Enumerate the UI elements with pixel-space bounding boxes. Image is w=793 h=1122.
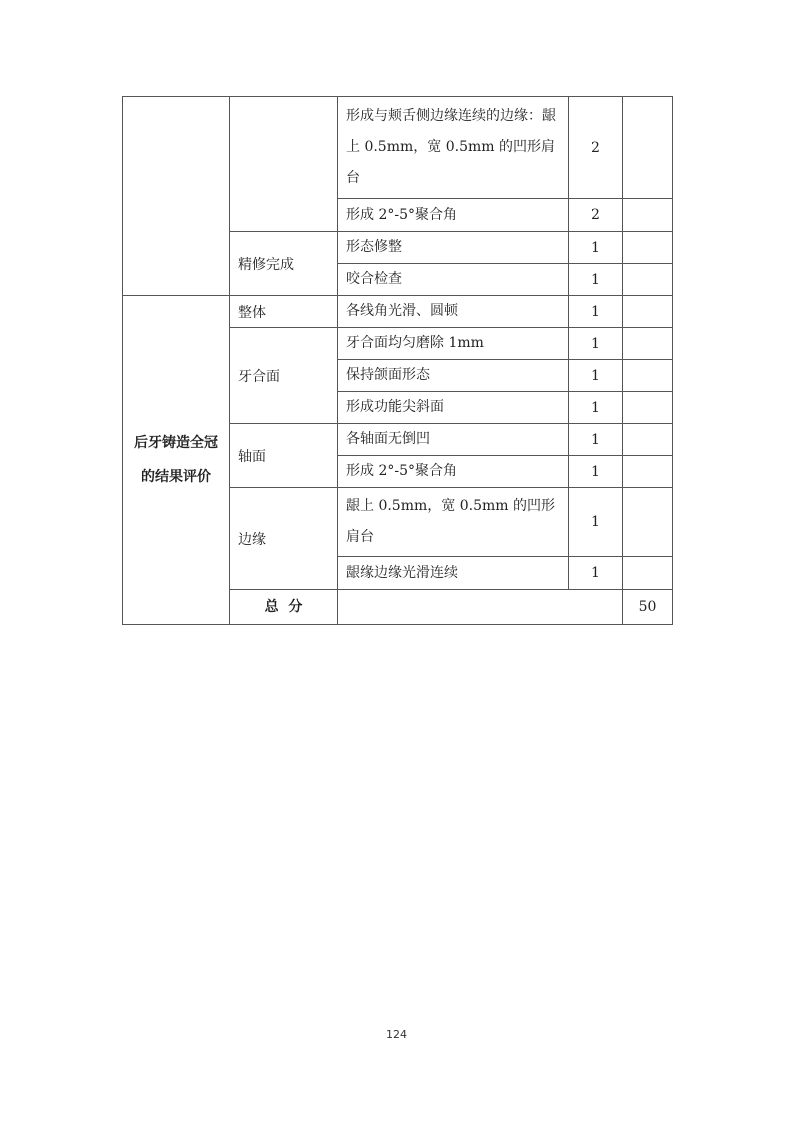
evaluation-cell — [623, 557, 673, 590]
score-cell: 1 — [569, 557, 623, 590]
evaluation-cell — [623, 424, 673, 456]
total-empty-cell — [338, 590, 623, 625]
criterion-cell: 形成与颊舌侧边缘连续的边缘：龈上 0.5mm，宽 0.5mm 的凹形肩台 — [338, 97, 569, 199]
total-score: 50 — [623, 590, 673, 625]
criterion-cell: 形成 2°-5°聚合角 — [338, 199, 569, 232]
criterion-cell: 牙合面均匀磨除 1mm — [338, 328, 569, 360]
score-cell: 1 — [569, 360, 623, 392]
total-label: 总 分 — [230, 590, 338, 625]
evaluation-cell — [623, 199, 673, 232]
category-axial: 轴面 — [230, 424, 338, 488]
evaluation-cell — [623, 328, 673, 360]
score-cell: 1 — [569, 232, 623, 264]
category-finishing: 精修完成 — [230, 232, 338, 296]
score-cell: 1 — [569, 488, 623, 557]
category-occlusal: 牙合面 — [230, 328, 338, 424]
criterion-cell: 形成 2°-5°聚合角 — [338, 456, 569, 488]
evaluation-cell — [623, 392, 673, 424]
section-title: 后牙铸造全冠的结果评价 — [123, 296, 230, 625]
score-cell: 2 — [569, 97, 623, 199]
criterion-cell: 龈上 0.5mm，宽 0.5mm 的凹形肩台 — [338, 488, 569, 557]
criterion-cell: 各线角光滑、圆顿 — [338, 296, 569, 328]
score-cell: 1 — [569, 456, 623, 488]
evaluation-cell — [623, 97, 673, 199]
evaluation-cell — [623, 232, 673, 264]
score-cell: 1 — [569, 296, 623, 328]
criterion-cell: 保持颌面形态 — [338, 360, 569, 392]
criterion-cell: 形态修整 — [338, 232, 569, 264]
page-number: 124 — [386, 1028, 407, 1041]
evaluation-cell — [623, 456, 673, 488]
score-cell: 1 — [569, 264, 623, 296]
evaluation-cell — [623, 360, 673, 392]
criterion-cell: 形成功能尖斜面 — [338, 392, 569, 424]
score-cell: 1 — [569, 328, 623, 360]
score-cell: 1 — [569, 424, 623, 456]
category-margin: 边缘 — [230, 488, 338, 590]
evaluation-cell — [623, 296, 673, 328]
criterion-cell: 咬合检查 — [338, 264, 569, 296]
category-cell-empty — [230, 97, 338, 232]
scoring-table — [122, 96, 673, 625]
table-row — [123, 97, 673, 199]
category-overall: 整体 — [230, 296, 338, 328]
table-row — [123, 296, 673, 328]
section-cell-empty — [123, 97, 230, 296]
criterion-cell: 龈缘边缘光滑连续 — [338, 557, 569, 590]
evaluation-cell — [623, 488, 673, 557]
criterion-cell: 各轴面无倒凹 — [338, 424, 569, 456]
evaluation-cell — [623, 264, 673, 296]
score-cell: 1 — [569, 392, 623, 424]
score-cell: 2 — [569, 199, 623, 232]
